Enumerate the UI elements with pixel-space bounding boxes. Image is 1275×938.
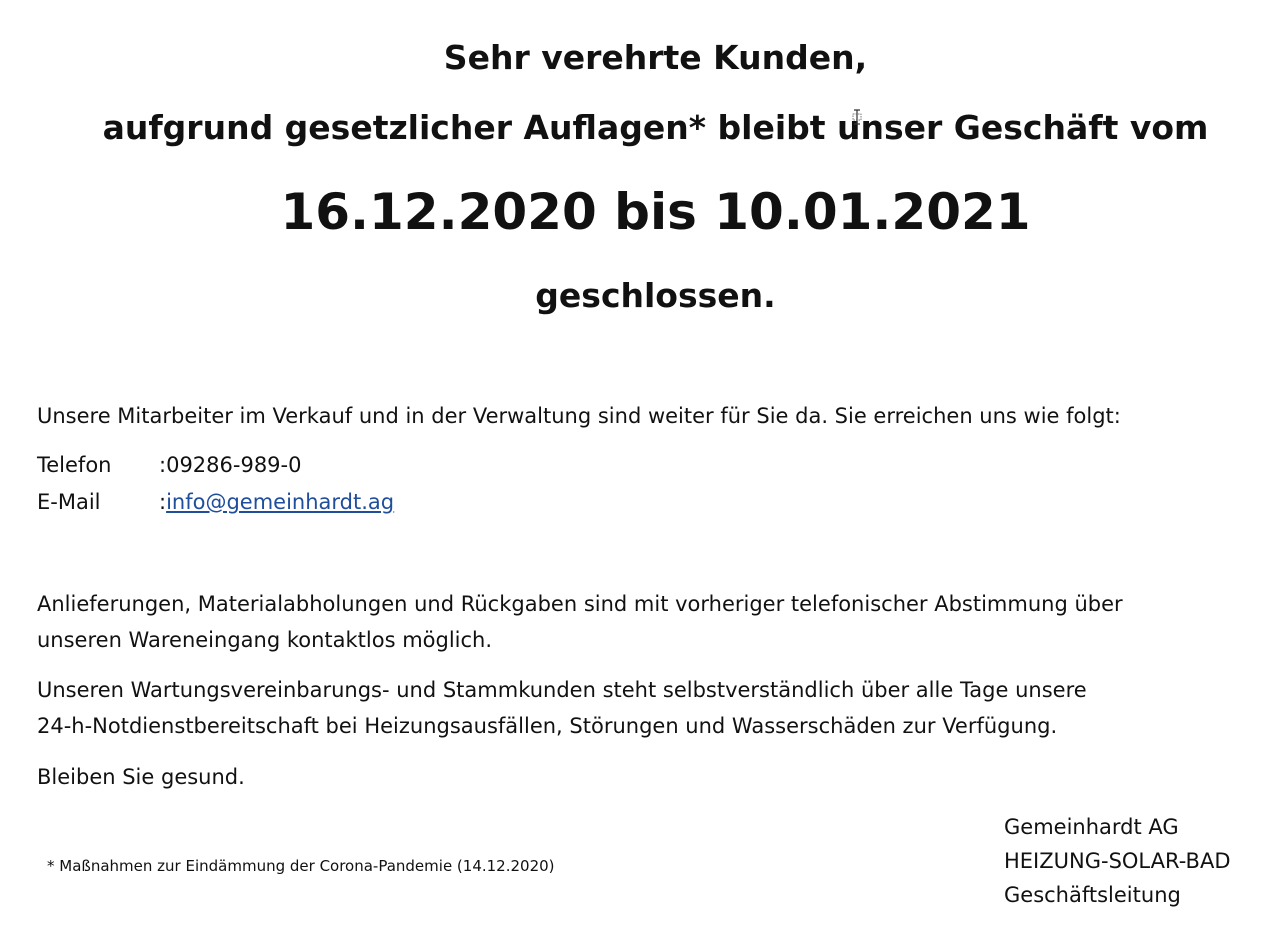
intro-text: Unsere Mitarbeiter im Verkauf und in der Verwaltung sind weiter für Sie da. Sie erreichen uns wie folgt:: [37, 404, 1121, 428]
closed-heading: geschlossen.: [535, 276, 776, 315]
phone-label: Telefon: [37, 453, 112, 477]
phone-separator: :: [159, 453, 167, 477]
email-row: [37, 484, 394, 520]
footnote: * Maßnahmen zur Eindämmung der Corona-Pandemie (14.12.2020): [47, 857, 555, 875]
phone-row: [37, 447, 301, 483]
signature-division: HEIZUNG-SOLAR-BAD: [1004, 849, 1231, 873]
service-paragraph: [37, 672, 1247, 744]
delivery-paragraph: [37, 586, 1247, 658]
email-link[interactable]: info@gemeinhardt.ag: [166, 490, 395, 514]
text-cursor-icon: [850, 109, 864, 125]
closure-dates-heading: 16.12.2020 bis 10.01.2021: [280, 183, 1031, 241]
email-separator: :: [159, 490, 167, 514]
email-label: E-Mail: [37, 490, 101, 514]
signature-block: [1004, 810, 1231, 912]
greeting-heading: Sehr verehrte Kunden,: [443, 38, 868, 77]
service-line-2: 24-h-Notdienstbereitschaft bei Heizungsausfällen, Störungen und Wasserschäden zur Verfügung.: [37, 714, 1058, 738]
phone-value: 09286-989-0: [166, 453, 302, 477]
service-line-1: Unseren Wartungsvereinbarungs- und Stammkunden steht selbstverständlich über alle Tage unsere: [37, 678, 1087, 702]
delivery-line-1: Anlieferungen, Materialabholungen und Rückgaben sind mit vorheriger telefonischer Abstimmung über: [37, 592, 1123, 616]
delivery-line-2: unseren Wareneingang kontaktlos möglich.: [37, 628, 493, 652]
closure-reason-heading: aufgrund gesetzlicher Auflagen* bleibt unser Geschäft vom: [102, 108, 1209, 147]
signature-company: Gemeinhardt AG: [1004, 815, 1179, 839]
closing-text: Bleiben Sie gesund.: [37, 765, 245, 789]
signature-role: Geschäftsleitung: [1004, 883, 1181, 907]
